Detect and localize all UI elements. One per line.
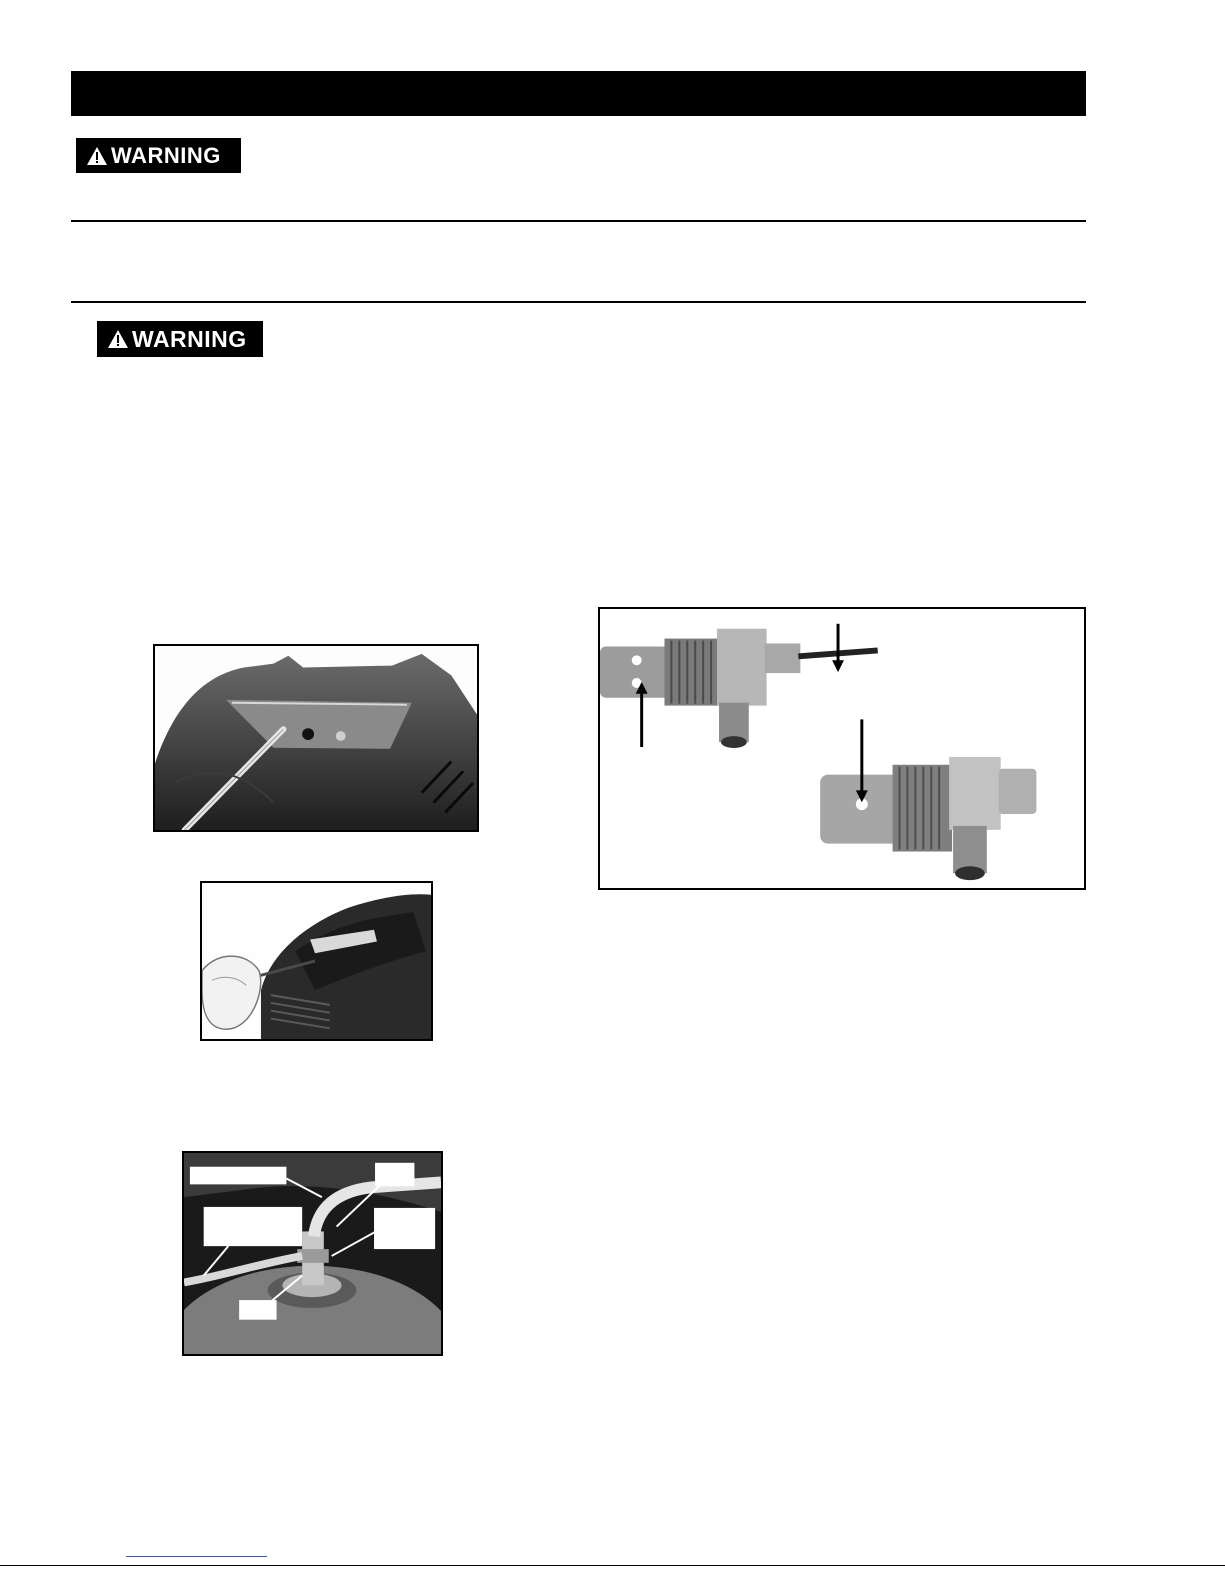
footer-link-underline[interactable]	[126, 1556, 267, 1557]
check-valve-parts-photo	[598, 607, 1086, 890]
callout-box-5	[239, 1300, 276, 1320]
shroud-lift-photo	[200, 881, 433, 1041]
warning-label: WARNING	[132, 325, 247, 352]
warning-badge-2	[97, 321, 263, 357]
callout-box-2	[375, 1163, 414, 1187]
footer-rule	[0, 1565, 1225, 1566]
warning-triangle-icon	[107, 329, 129, 349]
divider-top	[71, 220, 1086, 222]
warning-label: WARNING	[111, 142, 221, 168]
callout-box-1	[190, 1167, 286, 1185]
divider-middle	[71, 301, 1086, 303]
warning-badge-1	[76, 138, 241, 173]
check-valve-installed-photo	[182, 1151, 443, 1356]
callout-box-4	[374, 1208, 435, 1249]
shroud-screwdriver-photo	[153, 644, 479, 832]
callout-box-3	[204, 1207, 302, 1246]
warning-triangle-icon	[86, 146, 108, 166]
section-header-bar	[71, 71, 1086, 116]
